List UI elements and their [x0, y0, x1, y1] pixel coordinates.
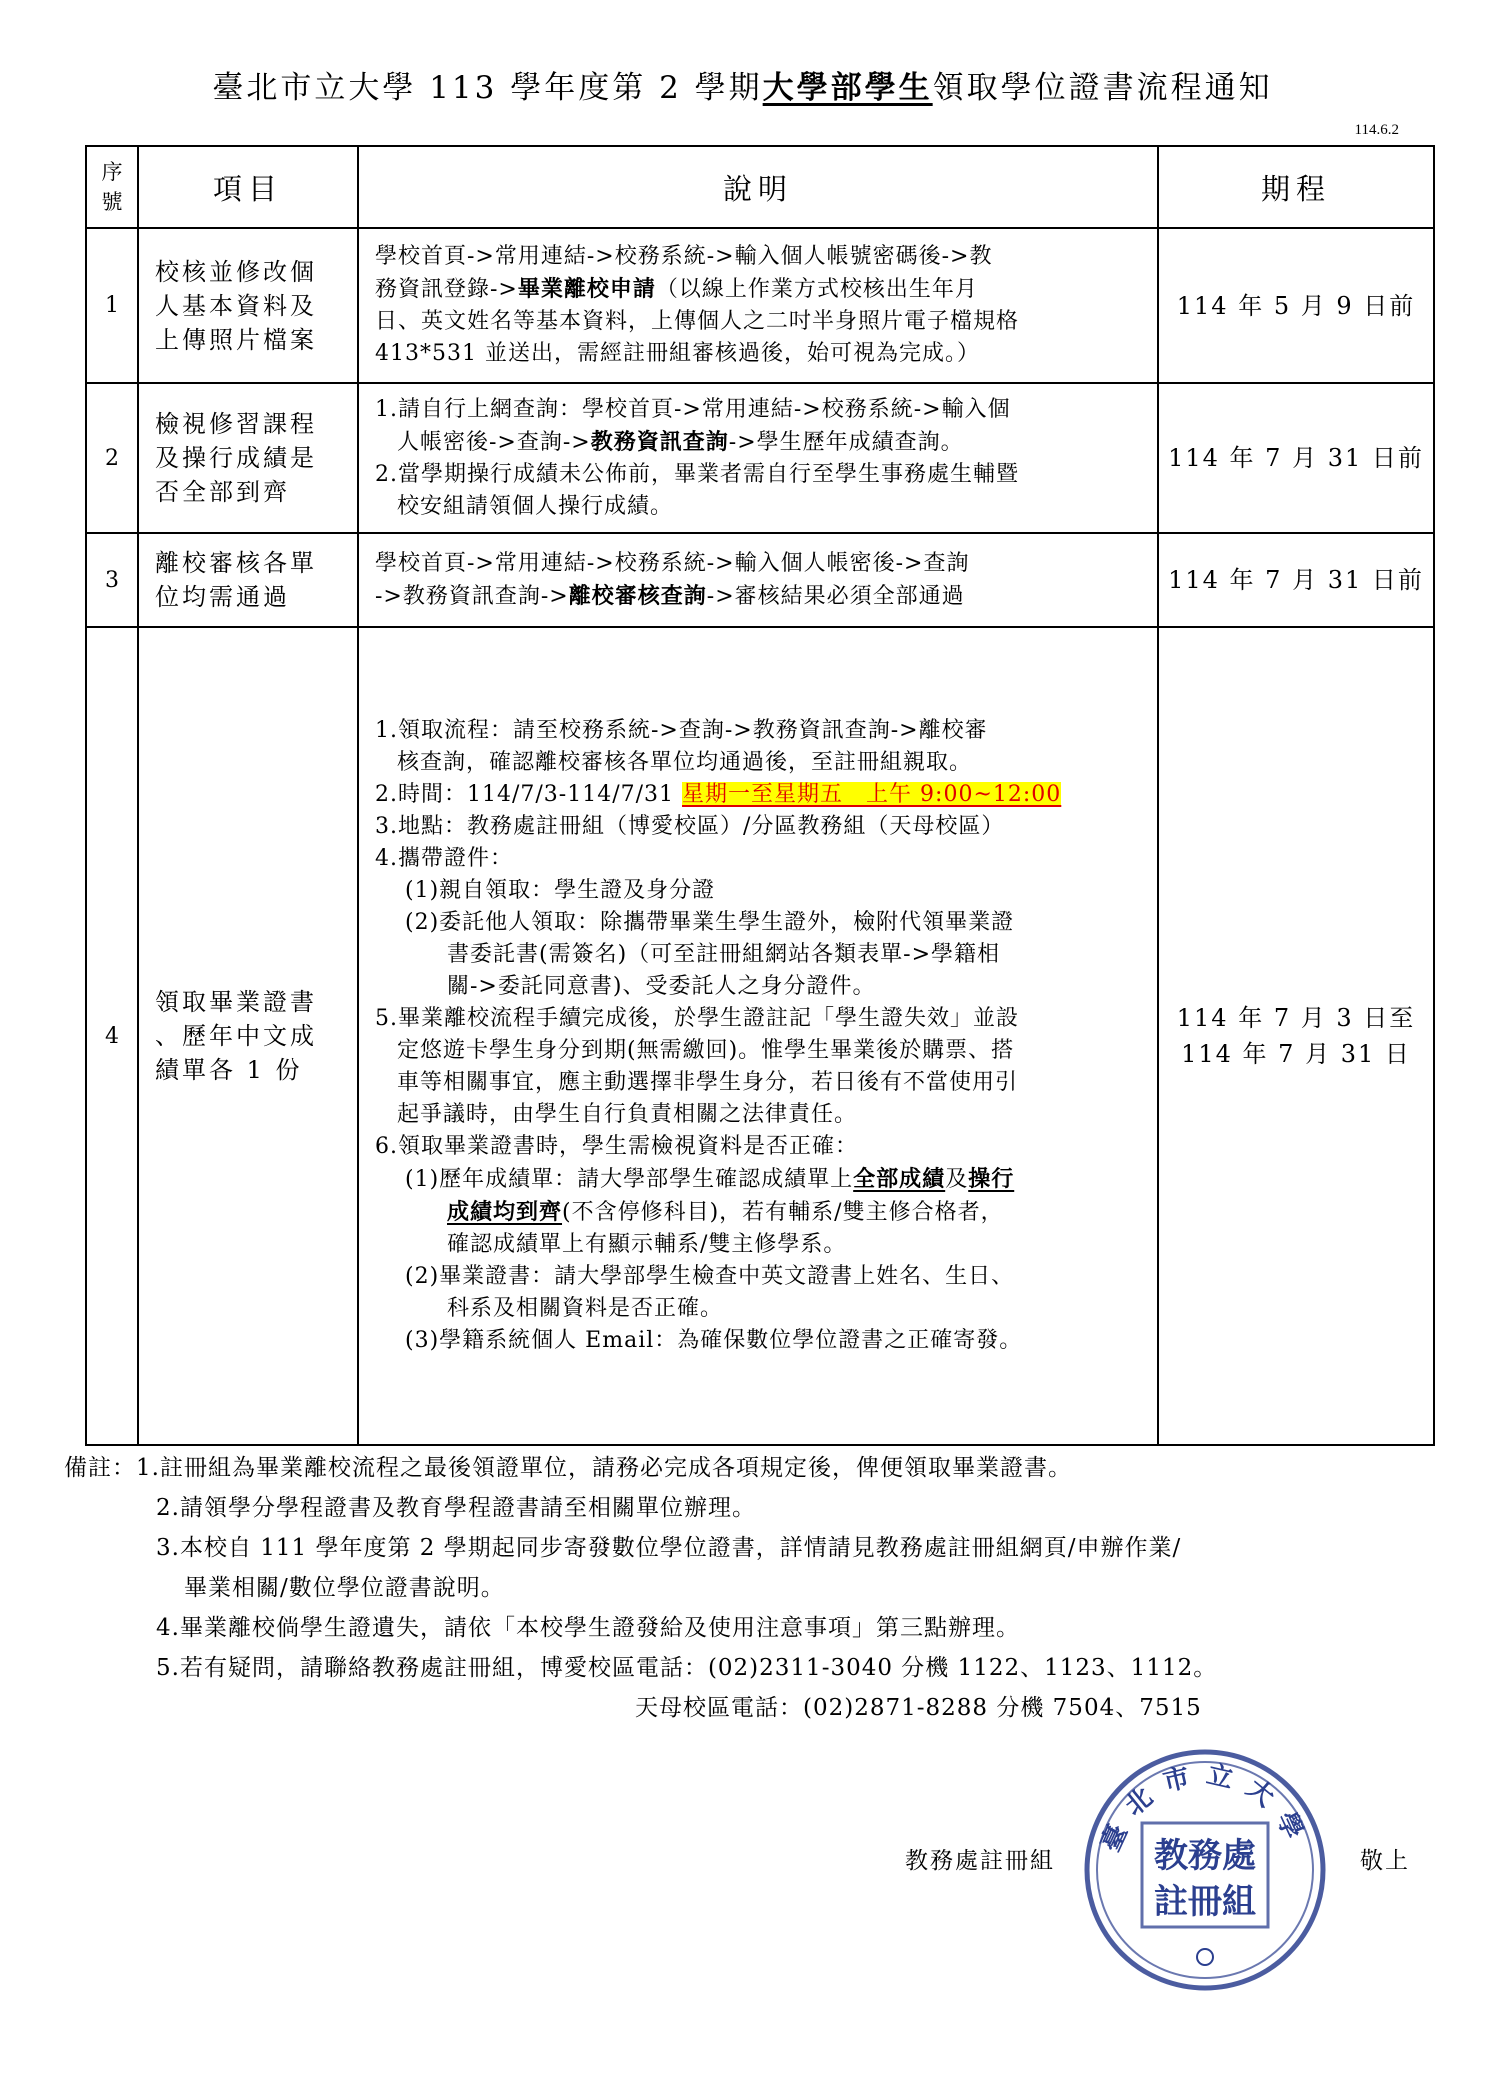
page-title — [0, 62, 1485, 107]
registration-seal — [1080, 1745, 1330, 1995]
row-item: 檢視修習課程 及操行成績是 否全部到齊 — [138, 383, 358, 533]
row-description: 1.領取流程：請至校務系統->查詢->教務資訊查詢->離校審 核查詢，確認離校審核各單位均通過後，至註冊組親取。 2.時間：114/7/3-114/7/31 星期一至星期五 上午 9:00~12:00 3.地點：教務處註冊組（博愛校區）/分區教務組（天母校區） 4.攜帶證件： (1)親自領取：學生證及身分證 (2)委託他人領取：除攜帶畢業生學生證外，檢附代領畢業證 書委託書(需簽名)（可至註冊組網站各類表單->學籍相 關->委託同意書)、受委託人之身分證件。 5.畢業離校流程手續完成後，於學生證註記「學生證失效」並設 定悠遊卡學生身分到期(無需繳回)。惟學生畢業後於購票、搭 車等相關事宜，應主動選擇非學生身分，若日後有不當使用引 起爭議時，由學生自行負責相關之法律責任。 6.領取畢業證書時，學生需檢視資料是否正確： (1)歷年成績單：請大學部學生確認成績單上全部成績及操行 成績均到齊(不含停修科目)，若有輔系/雙主修合格者， 確認成績單上有顯示輔系/雙主修學系。 (2)畢業證書：請大學部學生檢查中英文證書上姓名、生日、 科系及相關資料是否正確。 (3)學籍系統個人 Email：為確保數位學位證書之正確寄發。 — [358, 627, 1158, 1445]
header-no: 序號 — [86, 146, 138, 228]
header-item: 項目 — [138, 146, 358, 228]
title-highlight: 大學部學生 — [762, 70, 933, 106]
document-date: 114.6.2 — [1354, 122, 1399, 138]
note-5-cont: 天母校區電話：(02)2871-8288 分機 7504、7515 — [635, 1695, 1202, 1721]
row-description: 學校首頁->常用連結->校務系統->輸入個人帳號密碼後->教 務資訊登錄->畢業離校申請（以線上作業方式校核出生年月 日、英文姓名等基本資料，上傳個人之二吋半身照片電子檔規格 413*531 並送出，需經註冊組審核過後，始可視為完成。） — [358, 228, 1158, 383]
note-4: 4.畢業離校倘學生證遺失，請依「本校學生證發給及使用注意事項」第三點辦理。 — [156, 1615, 1020, 1641]
note-3: 3.本校自 111 學年度第 2 學期起同步寄發數位學位證書，詳情請見教務處註冊組網頁/申辦作業/ — [156, 1535, 1182, 1561]
note-2: 2.請領學分學程證書及教育學程證書請至相關單位辦理。 — [156, 1495, 756, 1521]
notes-section — [64, 1448, 1217, 1728]
seal-emblem-icon — [1197, 1949, 1213, 1965]
time-highlight: 星期一至星期五 上午 9:00~12:00 — [682, 782, 1062, 807]
seal-line-1: 教務處 — [1154, 1836, 1256, 1876]
note-5: 5.若有疑問，請聯絡教務處註冊組，博愛校區電話：(02)2311-3040 分機 1122、1123、1112。 — [156, 1655, 1218, 1681]
note-3-cont: 畢業相關/數位學位證書說明。 — [184, 1575, 505, 1601]
seal-outer-text: 臺北市立大學 — [1095, 1759, 1315, 1857]
table-header-row — [86, 146, 1434, 228]
row-period: 114 年 7 月 31 日前 — [1158, 533, 1434, 627]
note-1: 1.註冊組為畢業離校流程之最後領證單位，請務必完成各項規定後，俾便領取畢業證書。 — [136, 1455, 1072, 1481]
row-description: 1.請自行上網查詢：學校首頁->常用連結->校務系統->輸入個 人帳密後->查詢->教務資訊查詢->學生歷年成績查詢。 2.當學期操行成績未公佈前，畢業者需自行至學生事務處生輔暨 校安組請領個人操行成績。 — [358, 383, 1158, 533]
table-row — [86, 533, 1434, 627]
row-item: 離校審核各單 位均需通過 — [138, 533, 358, 627]
row-number: 1 — [86, 228, 138, 383]
row-period: 114 年 7 月 31 日前 — [1158, 383, 1434, 533]
seal-line-2: 註冊組 — [1154, 1882, 1256, 1922]
table-row — [86, 627, 1434, 1445]
table-row — [86, 228, 1434, 383]
table-row — [86, 383, 1434, 533]
row-period: 114 年 5 月 9 日前 — [1158, 228, 1434, 383]
row-number: 4 — [86, 627, 138, 1445]
notes-label: 備註： — [64, 1455, 136, 1481]
footer-office: 教務處註冊組 — [905, 1848, 1055, 1874]
row-period: 114 年 7 月 3 日至 114 年 7 月 31 日 — [1158, 627, 1434, 1445]
row-number: 3 — [86, 533, 138, 627]
row-number: 2 — [86, 383, 138, 533]
procedure-table — [85, 145, 1435, 1446]
row-item: 校核並修改個 人基本資料及 上傳照片檔案 — [138, 228, 358, 383]
title-prefix: 臺北市立大學 113 學年度第 2 學期 — [212, 70, 763, 106]
footer-closing: 敬上 — [1360, 1848, 1410, 1874]
row-item: 領取畢業證書 、歷年中文成 績單各 1 份 — [138, 627, 358, 1445]
title-suffix: 領取學位證書流程通知 — [932, 70, 1273, 106]
header-period: 期程 — [1158, 146, 1434, 228]
row-description: 學校首頁->常用連結->校務系統->輸入個人帳密後->查詢 ->教務資訊查詢->離校審核查詢->審核結果必須全部通過 — [358, 533, 1158, 627]
header-desc: 說明 — [358, 146, 1158, 228]
